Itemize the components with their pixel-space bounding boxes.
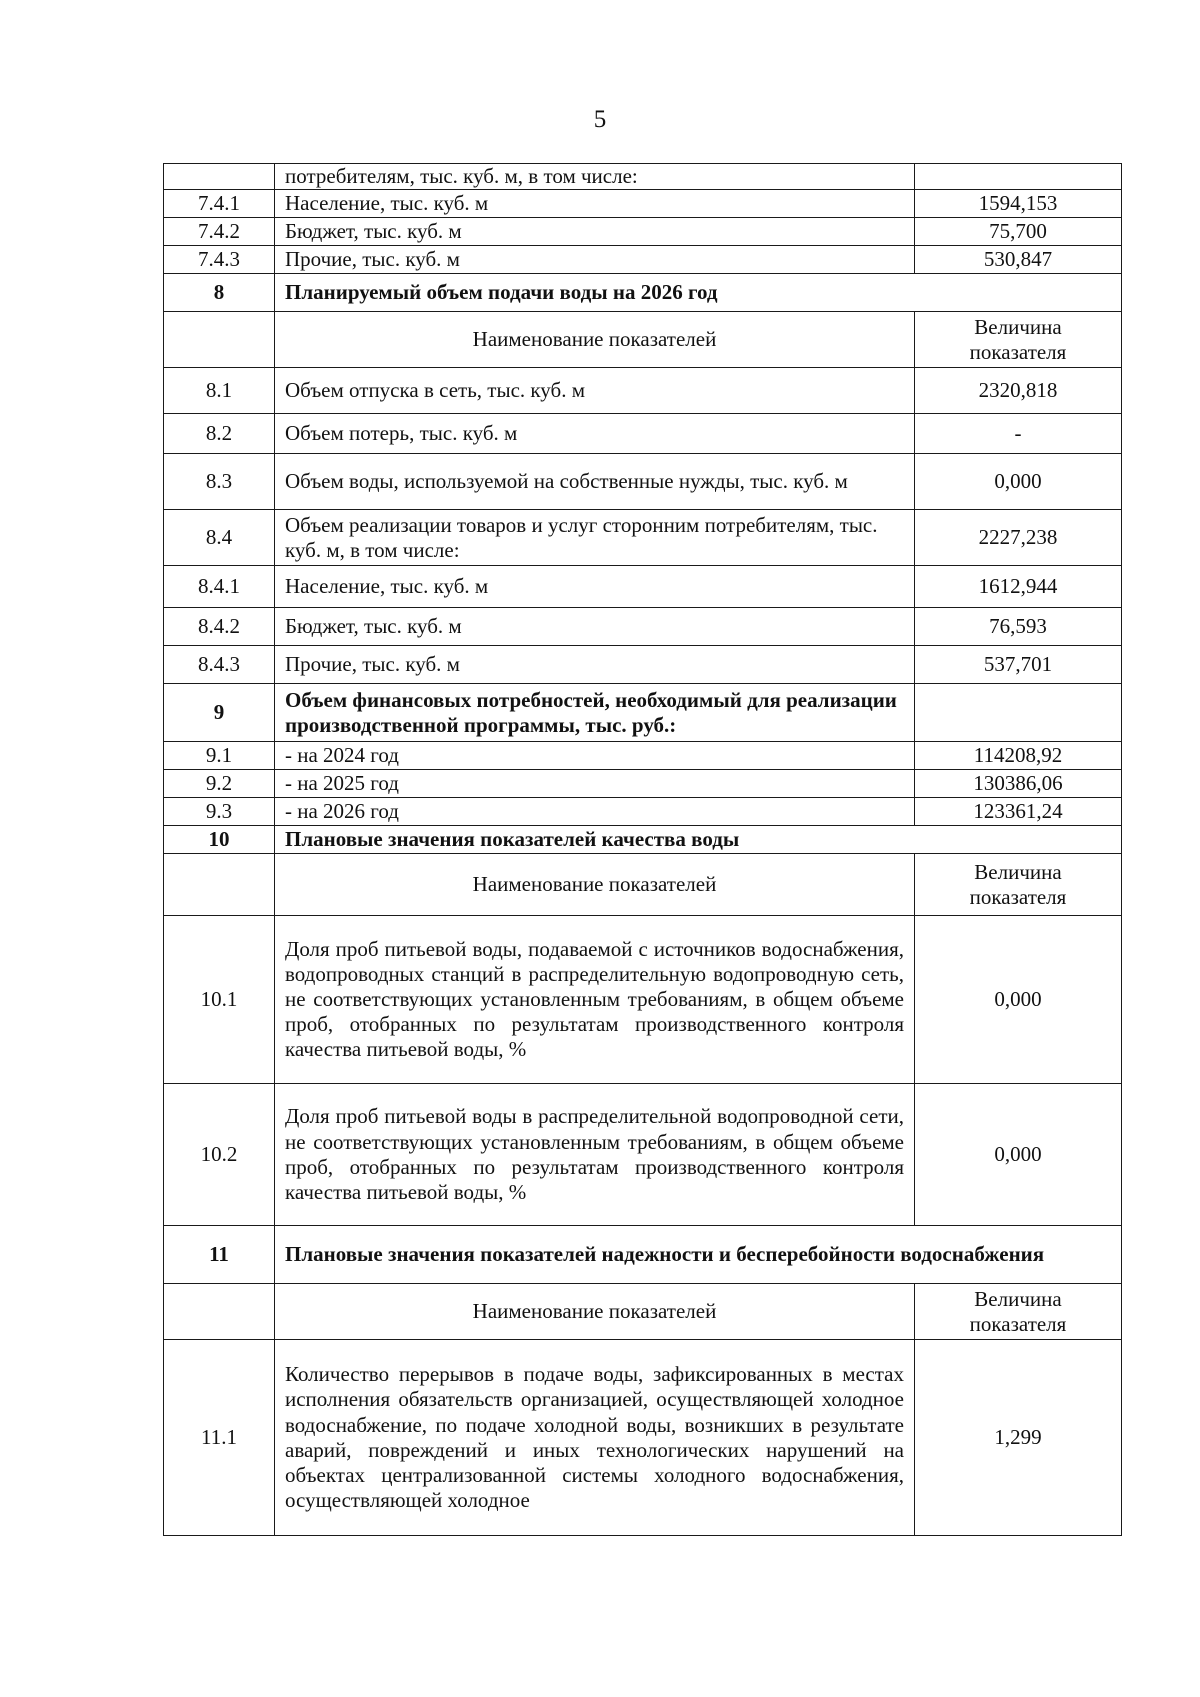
indicator-value: 0,000 [915, 1084, 1122, 1226]
indicator-name: Доля проб питьевой воды, подаваемой с источников водоснабжения, водопроводных станций в распределительную водопроводную сеть, не соответствующих установленным требованиям, в общем объеме проб, отобранных по результатам производственного контроля качества питьевой воды, % [275, 916, 915, 1084]
indicator-value: 75,700 [915, 218, 1122, 246]
indicator-name: Бюджет, тыс. куб. м [275, 608, 915, 646]
table-row [164, 454, 1122, 510]
table-row [164, 646, 1122, 684]
table-row [164, 798, 1122, 826]
column-header-row [164, 854, 1122, 916]
row-number: 10.1 [164, 916, 275, 1084]
row-number: 8.1 [164, 368, 275, 414]
indicator-name: Количество перерывов в подаче воды, зафиксированных в местах исполнения обязательств организацией, осуществляющей холодное водоснабжение, по подаче холодной воды, возникших в результате аварий, повреждений и иных технологических нарушений на объектах централизованной системы холодного водоснабжения, осуществляющей холодное [275, 1340, 915, 1536]
indicator-name: Объем финансовых потребностей, необходимый для реализации производственной программы, тыс. руб.: [275, 684, 915, 742]
table-row [164, 414, 1122, 454]
indicator-name: Доля проб питьевой воды в распределительной водопроводной сети, не соответствующих установленным требованиям, в общем объеме проб, отобранных по результатам производственного контроля качества питьевой воды, % [275, 1084, 915, 1226]
section-row [164, 1226, 1122, 1284]
row-number: 8.4 [164, 510, 275, 566]
row-number: 8.3 [164, 454, 275, 510]
indicator-name: Объем реализации товаров и услуг сторонним потребителям, тыс. куб. м, в том числе: [275, 510, 915, 566]
table-row [164, 1340, 1122, 1536]
row-number [164, 312, 275, 368]
indicator-value: 0,000 [915, 916, 1122, 1084]
row-number: 7.4.3 [164, 246, 275, 274]
table-row [164, 566, 1122, 608]
row-number: 8 [164, 274, 275, 312]
section-row [164, 826, 1122, 854]
column-header-name: Наименование показателей [275, 1284, 915, 1340]
indicator-name: - на 2026 год [275, 798, 915, 826]
indicator-name: Бюджет, тыс. куб. м [275, 218, 915, 246]
column-header-value: Величина показателя [915, 1284, 1122, 1340]
table-row [164, 368, 1122, 414]
indicator-value [915, 164, 1122, 190]
indicator-value: 2320,818 [915, 368, 1122, 414]
table-row [164, 218, 1122, 246]
row-number: 8.4.1 [164, 566, 275, 608]
table-row [164, 916, 1122, 1084]
indicator-name: Прочие, тыс. куб. м [275, 646, 915, 684]
indicator-value: 0,000 [915, 454, 1122, 510]
row-number: 9 [164, 684, 275, 742]
table-row [164, 190, 1122, 218]
row-number: 9.2 [164, 770, 275, 798]
table-row [164, 510, 1122, 566]
table-row [164, 742, 1122, 770]
row-number: 8.2 [164, 414, 275, 454]
indicator-name: Объем отпуска в сеть, тыс. куб. м [275, 368, 915, 414]
row-number: 9.3 [164, 798, 275, 826]
indicator-value [915, 684, 1122, 742]
column-header-name: Наименование показателей [275, 854, 915, 916]
indicator-value: 130386,06 [915, 770, 1122, 798]
section-title: Планируемый объем подачи воды на 2026 год [275, 274, 1122, 312]
section-row [164, 274, 1122, 312]
indicator-value: 1,299 [915, 1340, 1122, 1536]
column-header-row [164, 1284, 1122, 1340]
column-header-name: Наименование показателей [275, 312, 915, 368]
indicator-value: 123361,24 [915, 798, 1122, 826]
indicator-name: Население, тыс. куб. м [275, 566, 915, 608]
row-number: 7.4.1 [164, 190, 275, 218]
table-row [164, 1084, 1122, 1226]
row-number: 11.1 [164, 1340, 275, 1536]
indicator-name: Объем потерь, тыс. куб. м [275, 414, 915, 454]
column-header-value: Величина показателя [915, 854, 1122, 916]
section-title: Плановые значения показателей надежности и бесперебойности водоснабжения [275, 1226, 1122, 1284]
column-header-value: Величина показателя [915, 312, 1122, 368]
indicator-name: Объем воды, используемой на собственные нужды, тыс. куб. м [275, 454, 915, 510]
indicator-value: 76,593 [915, 608, 1122, 646]
table-row [164, 608, 1122, 646]
indicator-name: - на 2024 год [275, 742, 915, 770]
table-body [164, 164, 1122, 1536]
indicators-table [163, 163, 1122, 1536]
table-row [164, 164, 1122, 190]
table-row [164, 684, 1122, 742]
indicator-name: Население, тыс. куб. м [275, 190, 915, 218]
section-title: Плановые значения показателей качества воды [275, 826, 1122, 854]
indicator-value: 114208,92 [915, 742, 1122, 770]
row-number: 10 [164, 826, 275, 854]
indicator-value: 2227,238 [915, 510, 1122, 566]
row-number: 7.4.2 [164, 218, 275, 246]
indicator-name: потребителям, тыс. куб. м, в том числе: [275, 164, 915, 190]
row-number: 8.4.3 [164, 646, 275, 684]
indicator-name: - на 2025 год [275, 770, 915, 798]
row-number [164, 854, 275, 916]
page-number: 5 [593, 106, 607, 133]
row-number: 11 [164, 1226, 275, 1284]
table-row [164, 246, 1122, 274]
indicator-value: 1594,153 [915, 190, 1122, 218]
row-number [164, 1284, 275, 1340]
table-row [164, 770, 1122, 798]
row-number [164, 164, 275, 190]
indicator-name: Прочие, тыс. куб. м [275, 246, 915, 274]
row-number: 8.4.2 [164, 608, 275, 646]
indicator-value: 537,701 [915, 646, 1122, 684]
indicator-value: 530,847 [915, 246, 1122, 274]
indicator-value: 1612,944 [915, 566, 1122, 608]
row-number: 10.2 [164, 1084, 275, 1226]
column-header-row [164, 312, 1122, 368]
indicator-value: - [915, 414, 1122, 454]
row-number: 9.1 [164, 742, 275, 770]
